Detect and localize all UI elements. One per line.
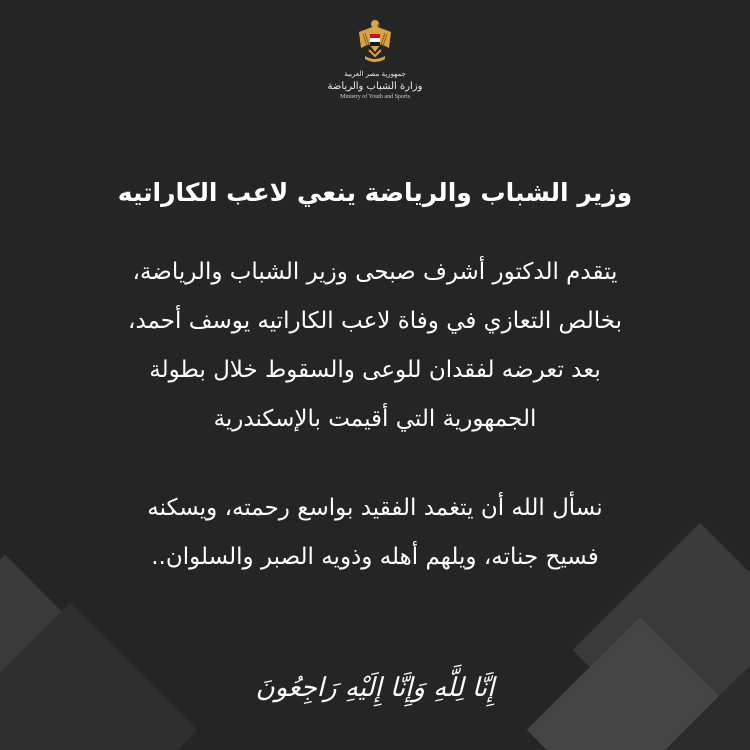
text-line: الجمهورية التي أقيمت بالإسكندرية [213, 406, 537, 432]
logo-arabic-ministry: وزارة الشباب والرياضة [327, 81, 423, 92]
paragraph-prayer [90, 484, 660, 582]
condolence-body [90, 248, 660, 582]
page-title: وزير الشباب والرياضة ينعي لاعب الكاراتيه [117, 178, 633, 207]
text-line: فسيح جناته، ويلهم أهله وذويه الصبر والسلوان.. [151, 544, 599, 570]
text-line: بخالص التعازي في وفاة لاعب الكاراتيه يوسف أحمد، [128, 308, 622, 334]
logo-arabic-country: جمهورية مصر العربية [344, 70, 406, 78]
ministry-logo [325, 18, 425, 118]
paragraph-condolence [90, 248, 660, 444]
egypt-eagle-emblem-icon [355, 18, 395, 68]
text-line: بعد تعرضه لفقدان للوعى والسقوط خلال بطولة [149, 357, 601, 383]
text-line: نسأل الله أن يتغمد الفقيد بواسع رحمته، ويسكنه [147, 495, 603, 521]
quran-verse-calligraphy: إِنَّا لِلَّهِ وَإِنَّا إِلَيْهِ رَاجِعُونَ [255, 673, 495, 703]
text-line: يتقدم الدكتور أشرف صبحى وزير الشباب والرياضة، [132, 259, 618, 285]
logo-english-ministry: Ministry of Youth and Sports [340, 94, 410, 100]
